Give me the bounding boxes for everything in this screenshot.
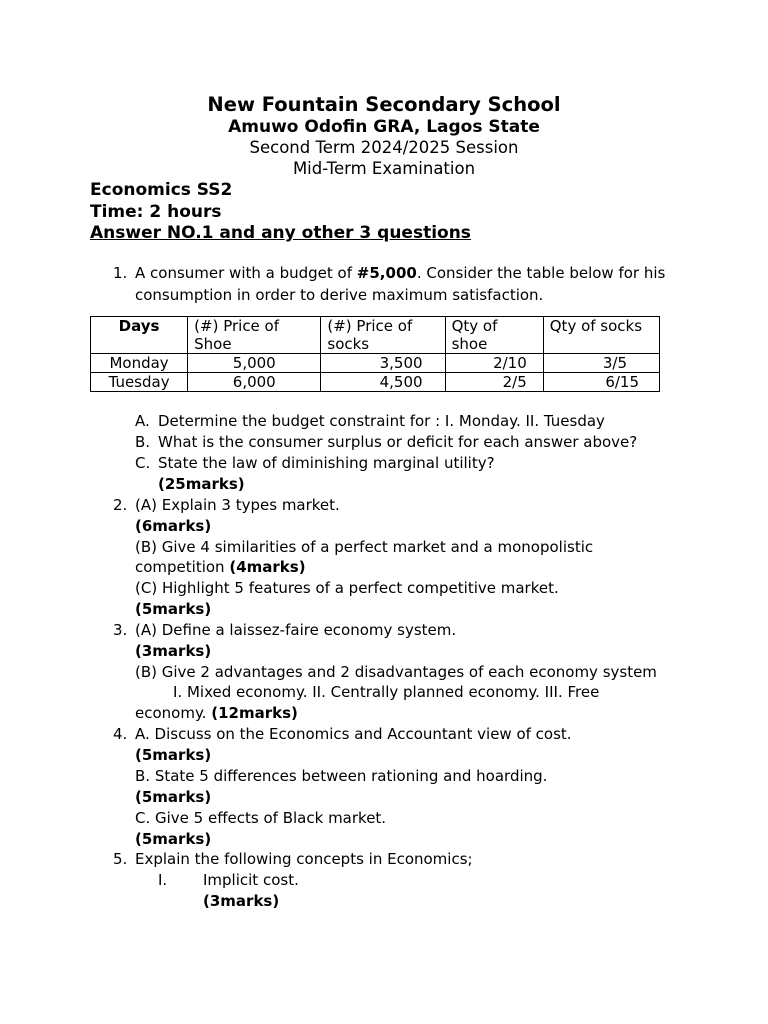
- header-price-shoe-l1: (#) Price of: [194, 317, 280, 335]
- term-session: Second Term 2024/2025 Session: [249, 138, 519, 157]
- header-price-socks-l2: socks: [327, 335, 370, 353]
- instruction: Answer NO.1 and any other 3 questions: [90, 223, 471, 243]
- q3-b-line-2: I. Mixed economy. II. Centrally planned economy. III. Free: [173, 683, 600, 701]
- q4-a: A. Discuss on the Economics and Accountant view of cost.: [135, 725, 572, 743]
- question-number: 1.: [113, 264, 128, 282]
- q2-c: (C) Highlight 5 features of a perfect competitive market.: [135, 579, 559, 597]
- q5-text: Explain the following concepts in Economics;: [135, 850, 473, 868]
- subq-letter: B.: [135, 433, 151, 451]
- cell-qty-socks: 3/5: [543, 354, 659, 373]
- table-row: [91, 354, 660, 373]
- q2-a-marks: (6marks): [135, 517, 212, 535]
- header-qty-shoe-l2: shoe: [451, 335, 488, 353]
- q1-text-line: [135, 263, 665, 283]
- school-name: New Fountain Secondary School: [207, 93, 561, 116]
- question-number: 4.: [113, 725, 128, 743]
- q5-item-number: I.: [158, 871, 168, 889]
- q2-b-text: competition: [135, 558, 230, 576]
- exam-title: Mid-Term Examination: [292, 159, 476, 178]
- cell-qty-socks: 6/15: [543, 373, 659, 392]
- q1-text-start: A consumer with a budget of: [135, 264, 357, 282]
- consumption-table: [90, 316, 660, 392]
- header-price-socks: [321, 317, 445, 354]
- q3-a-marks: (3marks): [135, 642, 212, 660]
- cell-price-socks: 3,500: [321, 354, 445, 373]
- q3-b-text: economy.: [135, 704, 212, 722]
- q3-b-line-3: [135, 703, 298, 723]
- q1-text-end: . Consider the table below for his: [416, 264, 666, 282]
- q1-sub-c: State the law of diminishing marginal utility?: [158, 454, 495, 472]
- header-qty-shoe: [445, 317, 543, 354]
- cell-qty-shoe: 2/5: [445, 373, 543, 392]
- exam-duration: Time: 2 hours: [90, 202, 222, 222]
- q2-b-marks: (4marks): [229, 558, 306, 576]
- q4-a-marks: (5marks): [135, 746, 212, 764]
- q1-budget: #5,000: [356, 264, 417, 282]
- q1-text-line-2: consumption in order to derive maximum satisfaction.: [135, 286, 544, 304]
- question-number: 2.: [113, 496, 128, 514]
- cell-qty-shoe: 2/10: [445, 354, 543, 373]
- question-number: 5.: [113, 850, 128, 868]
- header-price-shoe: [188, 317, 321, 354]
- q5-item-text: Implicit cost.: [203, 871, 299, 889]
- q1-sub-a: Determine the budget constraint for : I. Monday. II. Tuesday: [158, 412, 605, 430]
- q2-c-marks: (5marks): [135, 600, 212, 618]
- header-price-shoe-l2: Shoe: [194, 335, 232, 353]
- table-row: [91, 373, 660, 392]
- header-qty-shoe-l1: Qty of: [451, 317, 498, 335]
- q3-a: (A) Define a laissez-faire economy system.: [135, 621, 457, 639]
- cell-price-shoe: 6,000: [188, 373, 321, 392]
- cell-price-shoe: 5,000: [188, 354, 321, 373]
- header-qty-socks: Qty of socks: [543, 317, 659, 354]
- cell-day: Monday: [91, 354, 188, 373]
- header-days: Days: [91, 317, 188, 354]
- q5-item-marks: (3marks): [203, 892, 280, 910]
- q3-b-line-1: (B) Give 2 advantages and 2 disadvantages of each economy system: [135, 663, 657, 681]
- q2-b-line-2: [135, 557, 306, 577]
- subq-letter: A.: [135, 412, 150, 430]
- school-address: Amuwo Odofin GRA, Lagos State: [228, 117, 540, 137]
- q3-b-marks: (12marks): [211, 704, 298, 722]
- q1-marks: (25marks): [158, 475, 245, 493]
- table-header-row: [91, 317, 660, 354]
- header-price-socks-l1: (#) Price of: [327, 317, 413, 335]
- q4-c: C. Give 5 effects of Black market.: [135, 809, 387, 827]
- q2-a: (A) Explain 3 types market.: [135, 496, 340, 514]
- q2-b-line-1: (B) Give 4 similarities of a perfect market and a monopolistic: [135, 538, 594, 556]
- q4-c-marks: (5marks): [135, 830, 212, 848]
- question-number: 3.: [113, 621, 128, 639]
- q4-b: B. State 5 differences between rationing and hoarding.: [135, 767, 548, 785]
- q1-sub-b: What is the consumer surplus or deficit for each answer above?: [158, 433, 638, 451]
- subq-letter: C.: [135, 454, 151, 472]
- cell-price-socks: 4,500: [321, 373, 445, 392]
- cell-day: Tuesday: [91, 373, 188, 392]
- subject: Economics SS2: [90, 180, 233, 200]
- q4-b-marks: (5marks): [135, 788, 212, 806]
